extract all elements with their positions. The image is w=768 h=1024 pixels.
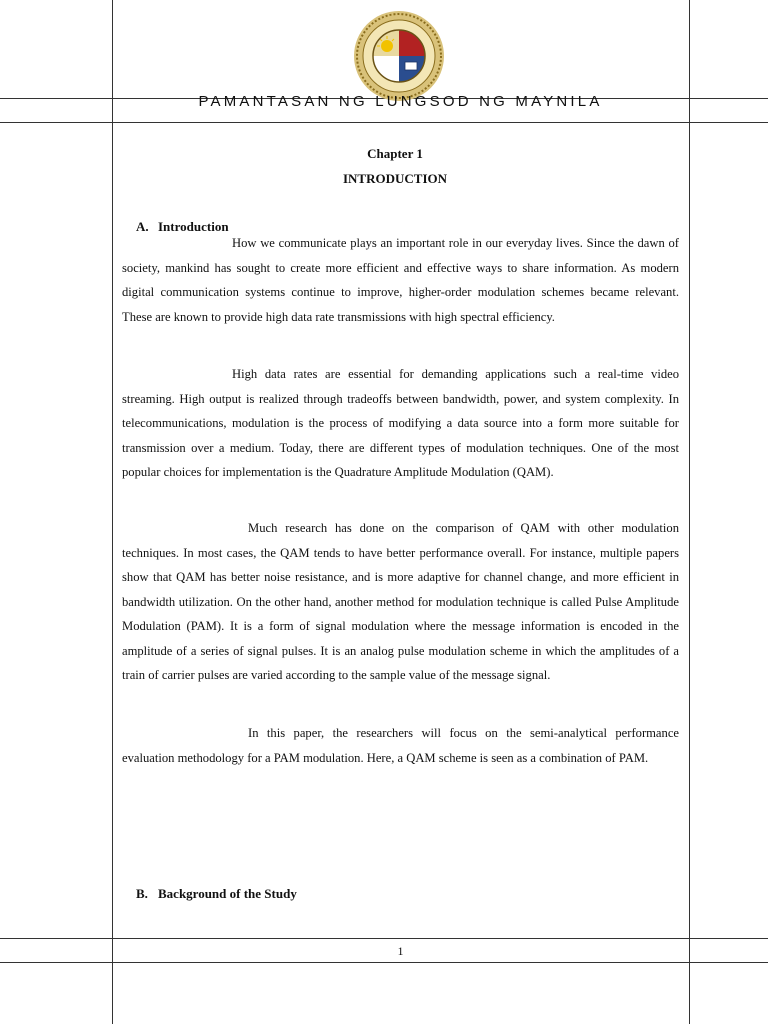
section-heading-background bbox=[136, 885, 297, 902]
section-number: B. bbox=[136, 886, 148, 901]
footer-rule-top bbox=[0, 938, 768, 939]
paragraph: High data rates are essential for demanding applications such a real-time video streaming. High output is realized through tradeoffs between bandwidth, power, and system complexity. In telecommunications, modulation is the process of modifying a data source into a form more suitable for transmission over a medium. Today, there are different types of modulation techniques. One of the most popular choices for implementation is the Quadrature Amplitude Modulation (QAM). bbox=[122, 367, 679, 479]
university-seal-logo bbox=[353, 10, 445, 102]
section-title: Background of the Study bbox=[158, 886, 297, 901]
university-name-header: PAMANTASAN NG LUNGSOD NG MAYNILA bbox=[198, 93, 603, 110]
section-number: A. bbox=[136, 219, 149, 234]
section-title: Introduction bbox=[158, 219, 229, 234]
paragraph: Much research has done on the comparison of QAM with other modulation techniques. In most cases, the QAM tends to have better performance overall. For instance, multiple papers show that QAM has better noise resistance, and is more adaptive for channel change, and more efficient in bandwidth utilization. On the other hand, another method for modulation technique is called Pulse Amplitude Modulation (PAM). It is a form of signal modulation where the message information is encoded in the amplitude of a series of signal pulses. It is an analog pulse modulation scheme in which the amplitudes of a train of carrier pulses are varied according to the sample value of the message signal. bbox=[122, 521, 679, 682]
chapter-label: Chapter 1 bbox=[367, 146, 423, 161]
paragraph: In this paper, the researchers will focus on the semi-analytical performance evaluation methodology for a PAM modulation. Here, a QAM scheme is seen as a combination of PAM. bbox=[122, 726, 679, 765]
header-rule-bottom bbox=[0, 122, 768, 123]
chapter-title: INTRODUCTION bbox=[342, 171, 447, 186]
paragraph: How we communicate plays an important role in our everyday lives. Since the dawn of society, mankind has sought to create more efficient and effective ways to share information. As modern digital communication systems continue to improve, higher-order modulation schemes became relevant. These are known to provide high data rate transmissions with high spectral efficiency. bbox=[122, 236, 679, 324]
page-number: 1 bbox=[397, 944, 404, 958]
right-margin-line bbox=[689, 0, 690, 1024]
footer-rule-bottom bbox=[0, 962, 768, 963]
